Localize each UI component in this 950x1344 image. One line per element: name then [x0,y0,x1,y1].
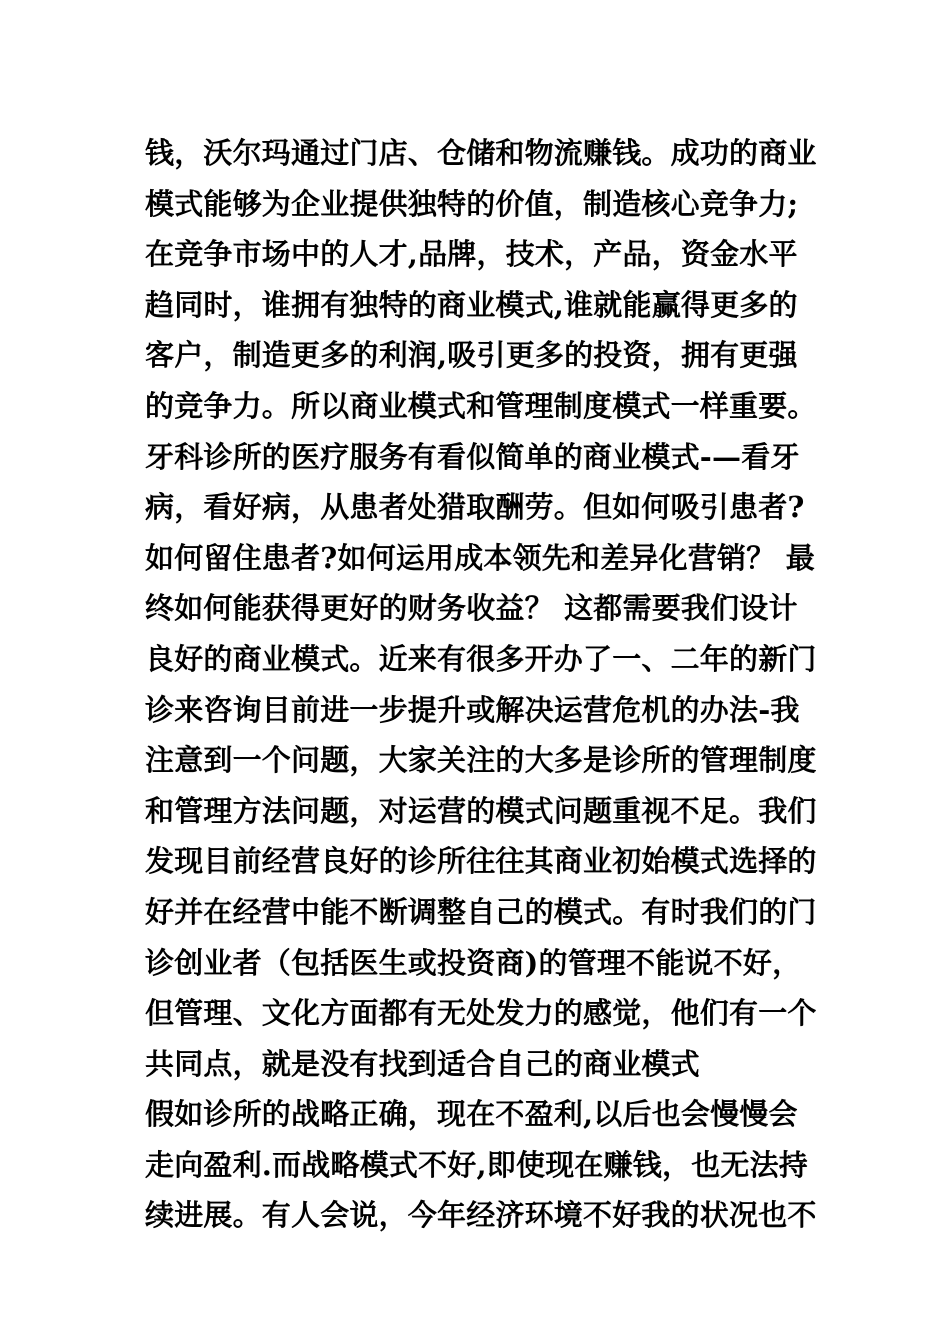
text-line: 假如诊所的战略正确，现在不盈利,以后也会慢慢会 [145,1097,798,1132]
text-line: 模式能够为企业提供独特的价值，制造核心竞争力; [145,186,799,221]
text-line: 注意到一个问题，大家关注的大多是诊所的管理制度 [145,743,817,778]
text-line: 但管理、文化方面都有无处发力的感觉，他们有一个 [145,996,817,1031]
text-line: 走向盈利.而战略模式不好,即使现在赚钱，也无法持 [145,1147,808,1182]
text-line: 和管理方法问题，对运营的模式问题重视不足。我们 [145,793,817,828]
text-line: 牙科诊所的医疗服务有看似简单的商业模式-—看牙 [145,439,800,474]
text-line: 诊来咨询目前进一步提升或解决运营危机的办法-我 [145,692,800,727]
text-line: 好并在经营中能不断调整自己的模式。有时我们的门 [145,894,817,929]
text-line: 续进展。有人会说，今年经济环境不好我的状况也不 [145,1198,817,1233]
text-line: 客户，制造更多的利润,吸引更多的投资，拥有更强 [145,338,798,373]
text-line: 病，看好病，从患者处猎取酬劳。但如何吸引患者? [145,490,805,525]
text-line: 钱，沃尔玛通过门店、仓储和物流赚钱。成功的商业 [145,136,817,170]
body-text [145,128,825,1241]
text-line: 在竞争市场中的人才,品牌，技术，产品，资金水平 [145,237,798,272]
text-line: 终如何能获得更好的财务收益？ 这都需要我们设计 [145,591,798,626]
text-line: 趋同时，谁拥有独特的商业模式,谁就能赢得更多的 [145,287,798,322]
text-line: 发现目前经营良好的诊所往往其商业初始模式选择的 [145,844,817,879]
text-line: 如何留住患者?如何运用成本领先和差异化营销？ 最 [145,540,815,575]
text-line: 良好的商业模式。近来有很多开办了一、二年的新门 [145,641,817,676]
text-line: 诊创业者（包括医生或投资商)的管理不能说不好， [145,945,802,980]
text-line: 共同点，就是没有找到适合自己的商业模式 [145,1046,700,1081]
text-line: 的竞争力。所以商业模式和管理制度模式一样重要。 [145,388,817,423]
